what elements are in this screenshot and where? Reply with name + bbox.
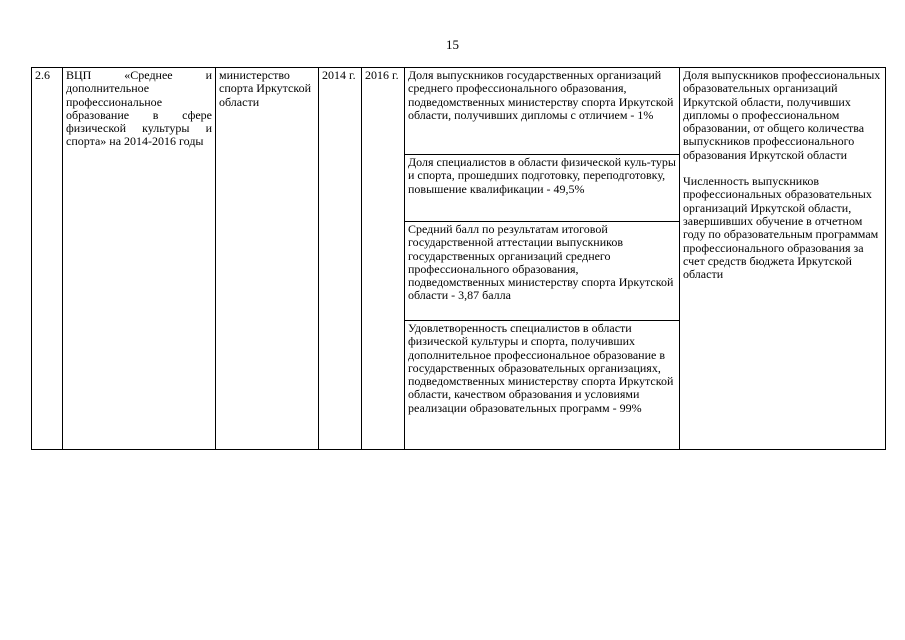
start-year-cell: 2014 г. <box>319 68 362 450</box>
page-number: 15 <box>446 37 459 52</box>
item-number-cell: 2.6 <box>32 68 63 450</box>
table-row <box>32 68 886 155</box>
indicator-cell: Доля специалистов в области физической куль-туры и спорта, прошедших подготовку, переподготовку, повышение квалификации - 49,5% <box>405 155 680 222</box>
program-table <box>31 67 886 450</box>
ministry-cell: министерство спорта Иркутской области <box>216 68 319 450</box>
methodology-paragraph: Доля выпускников профессиональных образовательных организаций Иркутской области, получивших дипломы о профессиональном образовании, от общего количества выпускников профессионального образования Иркутской области <box>683 68 881 162</box>
methodology-paragraph: Численность выпускников профессиональных образовательных организаций Иркутской области, завершивших обучение в отчетном году по образовательным программам профессионального образования за счет средств бюджета Иркутской области <box>683 174 879 282</box>
indicator-cell: Средний балл по результатам итоговой государственной аттестации выпускников государственных организаций среднего профессионального образования, подведомственных министерству спорта Иркутской области - 3,87 балла <box>405 222 680 321</box>
program-name-cell: ВЦП «Среднее и дополнительное профессиональное образование в сфере физической культуры и спорта» на 2014-2016 годы <box>63 68 216 450</box>
end-year-cell: 2016 г. <box>362 68 405 450</box>
indicator-cell: Доля выпускников государственных организаций среднего профессионального образования, подведомственных министерству спорта Иркутской области, получивших дипломы с отличием - 1% <box>405 68 680 155</box>
methodology-cell <box>680 68 886 450</box>
indicator-cell: Удовлетворенность специалистов в области физической культуры и спорта, получивших дополнительное профессиональное образование в государственных образовательных организациях, подведомственных министерству спорта Иркутской области, качеством образования и условиями реализации образовательных программ - 99% <box>405 321 680 450</box>
